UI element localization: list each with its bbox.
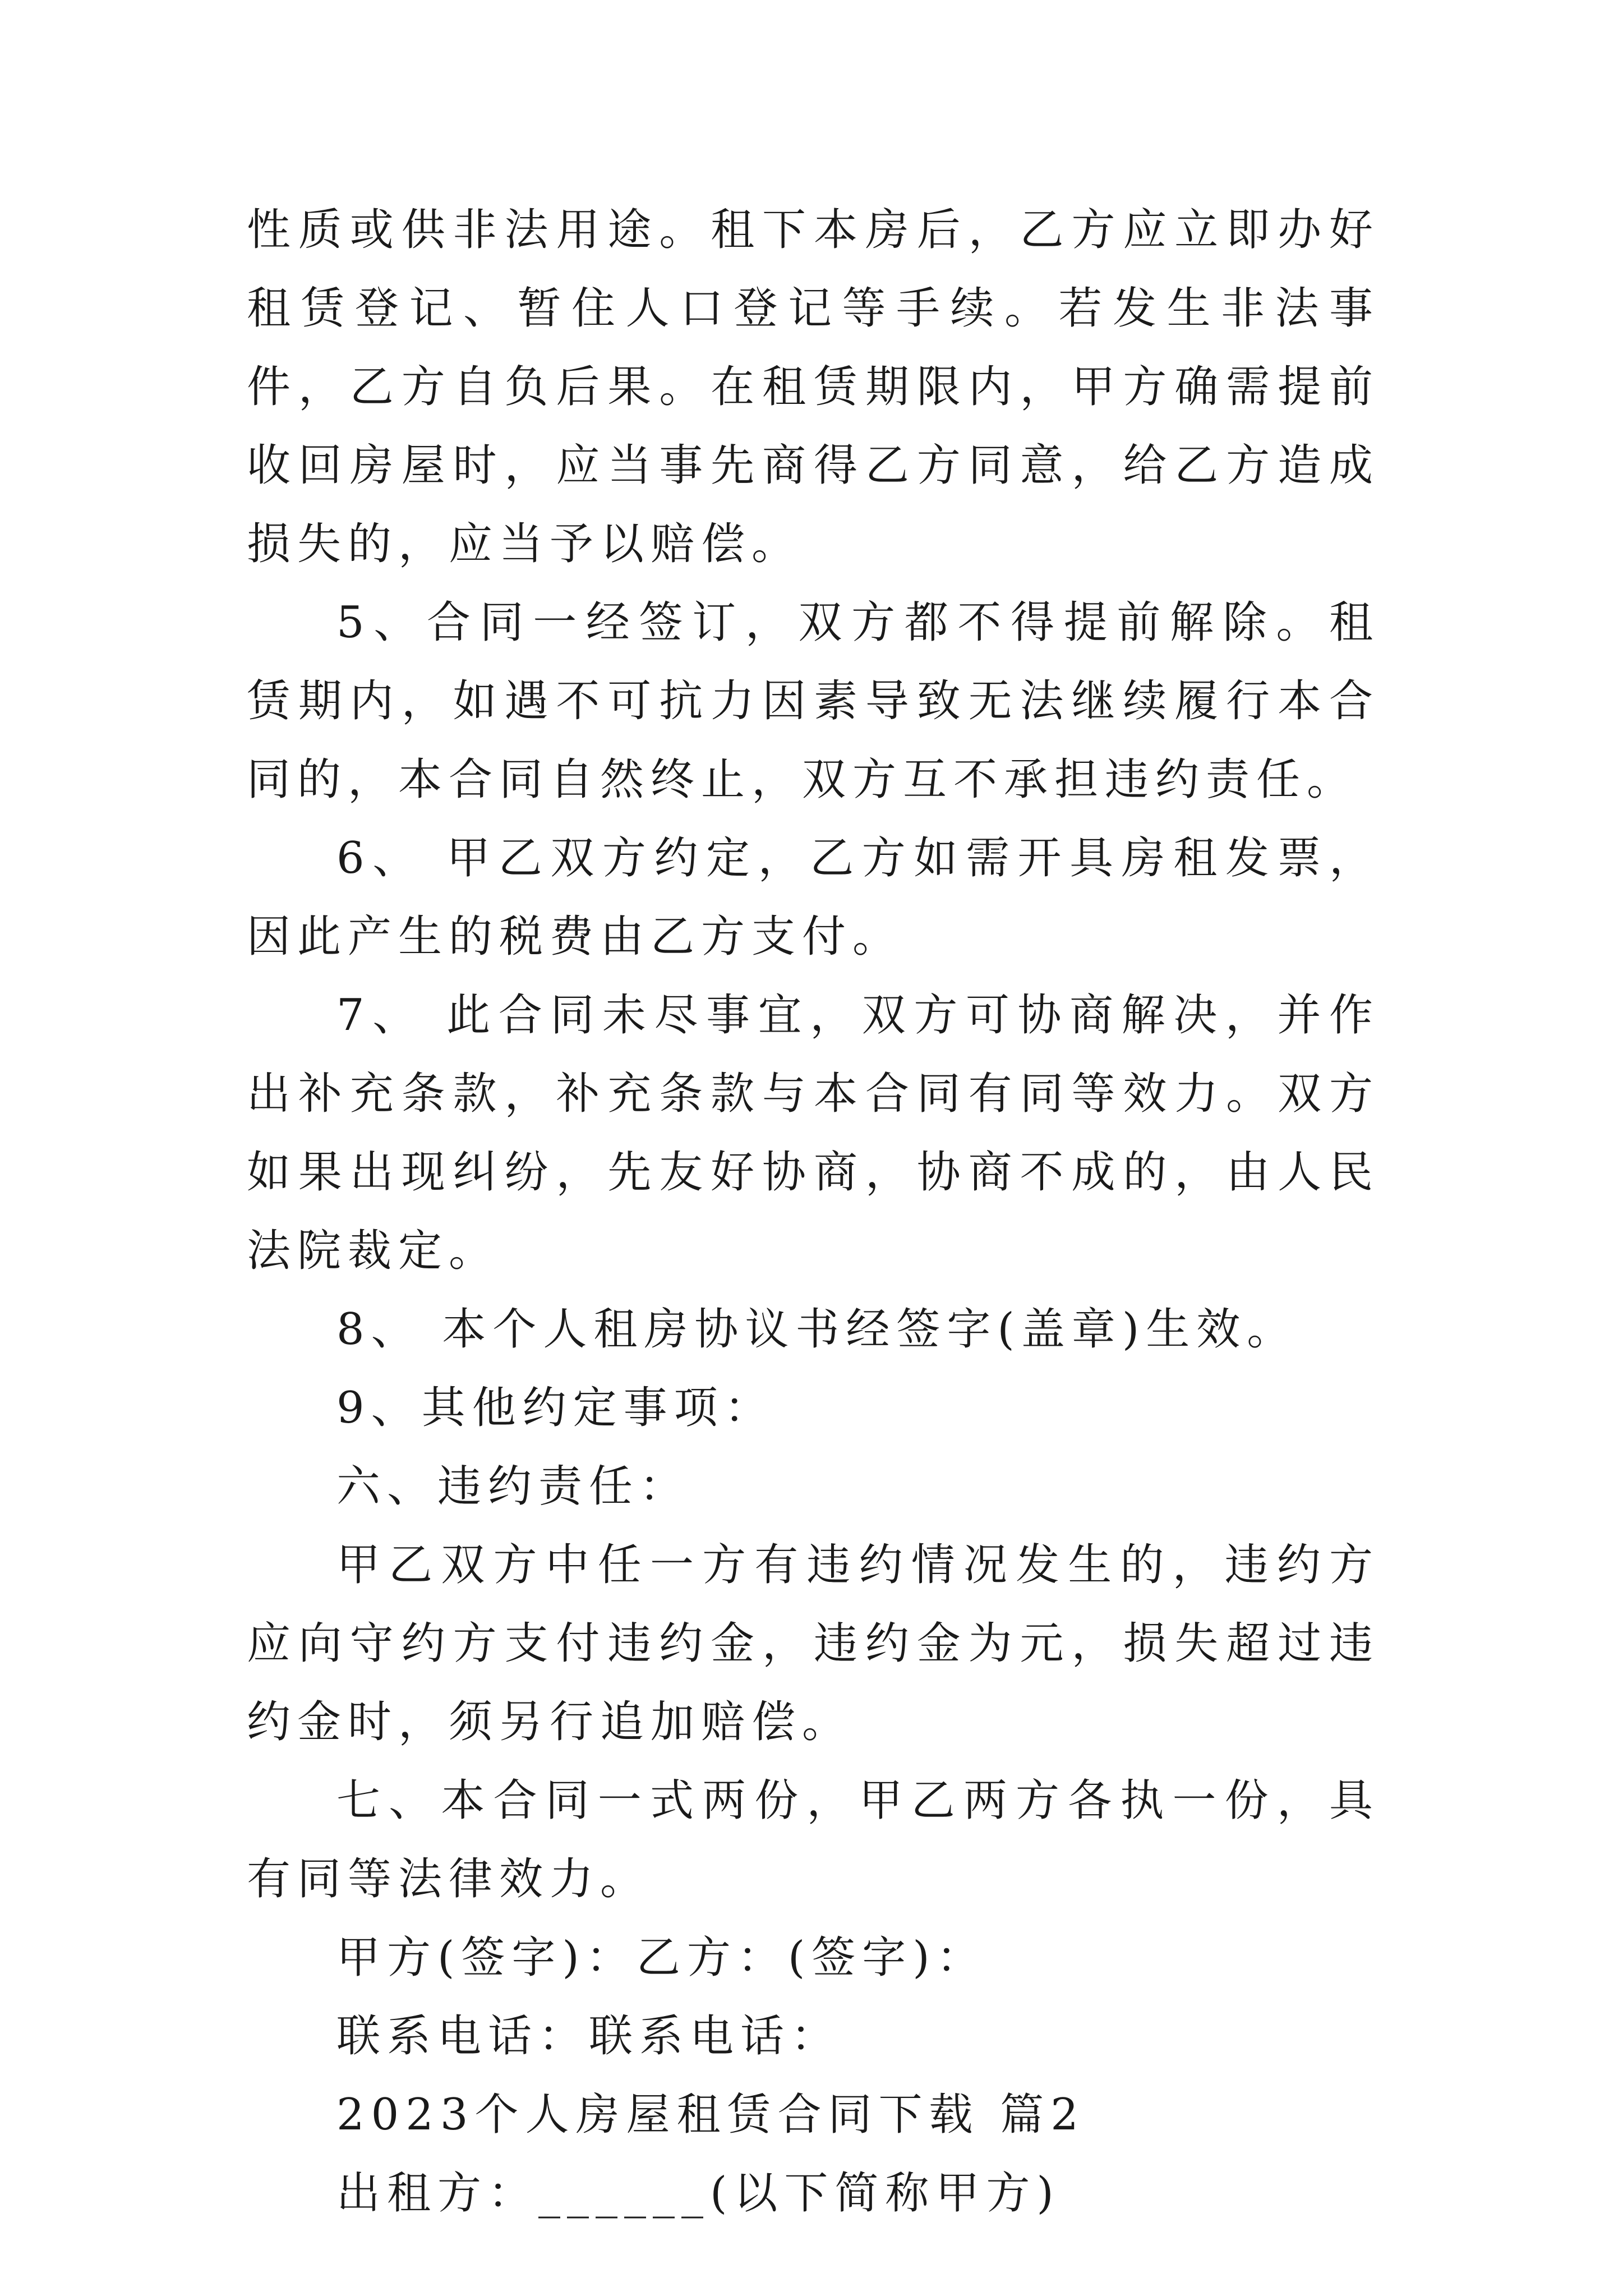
paragraph-continuation: 性质或供非法用途。租下本房后，乙方应立即办好租赁登记、暂住人口登记等手续。若发生非法事件，乙方自负后果。在租赁期限内，甲方确需提前收回房屋时，应当事先商得乙方同意，给乙方造成损失的，应当予以赔偿。 (247, 205, 1380, 569)
article-heading: 2023个人房屋租赁合同下载 篇2 (336, 2090, 1085, 2140)
signature-line: 甲方(签字)：乙方：(签字)： (336, 1932, 987, 1983)
section-heading-liability: 六、违约责任： (336, 1461, 690, 1512)
clause-5: 5、合同一经签订，双方都不得提前解除。租赁期内，如遇不可抗力因素导致无法继续履行本合同的，本合同自然终止，双方互不承担违约责任。 (247, 597, 1380, 805)
clause-7: 7、 此合同未尽事宜，双方可协商解决，并作出补充条款，补充条款与本合同有同等效力。双方如果出现纠纷，先友好协商，协商不成的，由人民法院裁定。 (247, 990, 1380, 1276)
liability-text: 甲乙双方中任一方有违约情况发生的，违约方应向守约方支付违约金，违约金为元，损失超过违约金时，须另行追加赔偿。 (247, 1540, 1380, 1747)
clause-6: 6、 甲乙双方约定，乙方如需开具房租发票，因此产生的税费由乙方支付。 (247, 833, 1380, 962)
contact-phone-line: 联系电话：联系电话： (336, 2011, 842, 2062)
clause-9: 9、其他约定事项： (336, 1383, 775, 1433)
lessor-line: 出租方：______(以下简称甲方) (336, 2168, 1061, 2219)
section-seven-copies: 七、本合同一式两份，甲乙两方各执一份，具有同等法律效力。 (247, 1775, 1380, 1904)
document-body (247, 191, 1380, 2233)
clause-8: 8、 本个人租房协议书经签字(盖章)生效。 (336, 1304, 1298, 1355)
